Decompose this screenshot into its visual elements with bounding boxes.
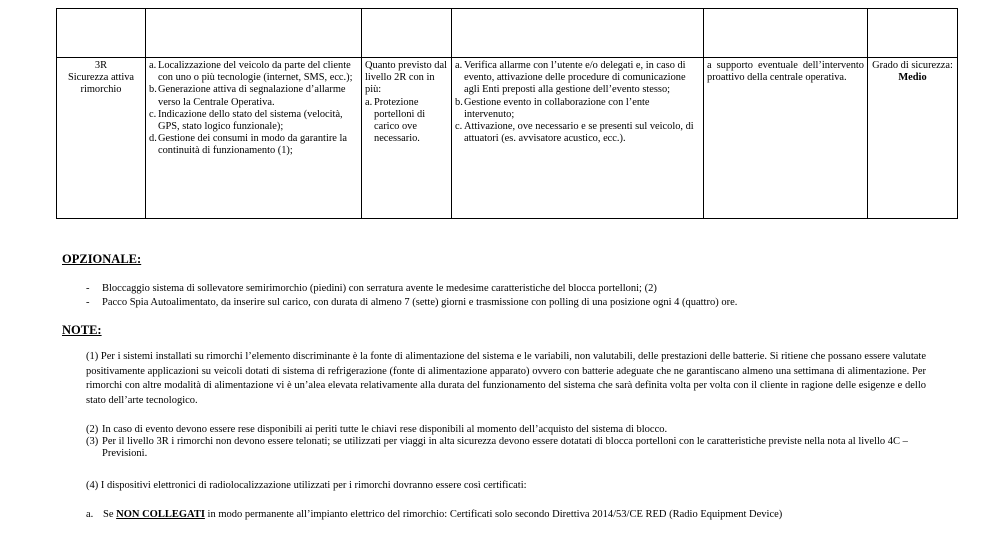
- extra-intro: Quanto previsto dal livello 2R con in più:: [365, 60, 447, 96]
- level-code: 3R: [94, 60, 108, 71]
- procedure-item: b. Gestione evento in collaborazione con l’ente intervenuto;: [455, 96, 650, 120]
- optional-list: [86, 282, 946, 310]
- level-title-line1: Sicurezza attiva: [67, 72, 135, 84]
- optional-item: - Pacco Spia Autoalimentato, da inserire sul carico, con durata di almeno 7 (sette) giorni e trasmissione con polling di una posizione ogni 4 (quattro) ore.: [86, 297, 738, 308]
- not-connected-label: NON COLLEGATI: [116, 509, 205, 520]
- support-text: a supporto eventuale dell’intervento proattivo della centrale operativa.: [707, 60, 864, 84]
- grade-cell: [868, 58, 958, 219]
- feature-item: a. Localizzazione del veicolo da parte del cliente con uno o più tecnologie (internet, SMS, ecc.);: [149, 60, 353, 84]
- level-title-line2: rimorchio: [80, 84, 122, 96]
- extra-item: a. Protezione portelloni di carico ove necessario.: [365, 96, 426, 145]
- feature-item: d. Gestione dei consumi in modo da garantire la continuità di funzionamento (1);: [149, 133, 347, 157]
- support-cell: [704, 58, 868, 219]
- procedures-cell: [452, 58, 704, 219]
- procedure-item: c. Attivazione, ove necessario e se presenti sul veicolo, di attuatori (es. avvisatore acustico, ecc.).: [455, 121, 694, 145]
- procedure-item: a. Verifica allarme con l’utente e/o delegati e, in caso di evento, attivazione delle procedure di comunicazione agli Enti preposti alla gestione dell’evento stesso;: [455, 60, 686, 96]
- level-cell: [57, 58, 146, 219]
- security-level-table: [56, 8, 958, 219]
- note-4: (4) I dispositivi elettronici di radiolocalizzazione utilizzati per i rimorchi dovranno essere così certificati:: [86, 480, 527, 491]
- extra-cell: [362, 58, 452, 219]
- feature-item: b. Generazione attiva di segnalazione d’allarme verso la Centrale Operativa.: [149, 84, 346, 108]
- note-4-item-a: a. Se NON COLLEGATI in modo permanente all’impianto elettrico del rimorchio: Certificati solo secondo Direttiva 2014/53/CE RED (Radio Equipment Device): [86, 509, 783, 520]
- note-2: (2) In caso di evento devono essere rese disponibili ai periti tutte le chiavi rese disponibili al momento dell’acquisto del sistema di blocco.: [86, 424, 668, 435]
- grade-value: Medio: [898, 72, 927, 84]
- feature-item: c. Indicazione dello stato del sistema (velocità, GPS, stato logico funzionale);: [149, 108, 343, 133]
- note-3: (3) Per il livello 3R i rimorchi non devono essere telonati; se utilizzati per viaggi in alta sicurezza devono essere dotatati di blocca portelloni con le caratteristiche previste nella nota al livello 4C – Previsioni.: [86, 436, 908, 460]
- table-row-3r: [57, 58, 958, 219]
- notes-2-3: [86, 424, 926, 461]
- table-row-empty: [57, 9, 958, 58]
- optional-heading: OPZIONALE:: [62, 252, 142, 266]
- optional-item: - Bloccaggio sistema di sollevatore semirimorchio (piedini) con serratura avente le medesime caratteristiche del blocca portelloni; (2): [86, 283, 657, 294]
- grade-label: Grado di sicurezza:: [872, 60, 953, 71]
- features-cell: [146, 58, 362, 219]
- notes-heading: NOTE:: [62, 323, 102, 337]
- note-1: (1) Per i sistemi installati su rimorchi l’elemento discriminante è la fonte di alimentazione del sistema e le variabili, non valutabili, delle prestazioni delle batterie. Si ritiene che possano essere valutate positivamente applicazioni su veicoli dotati di sistema di refrigerazione (fonte di alimentazione apparato) ovvero con batterie adeguate che ne garantiscano almeno una settimana di alimentazione. Per rimorchi con altre modalità di alimentazione vi è un’alea elevata relativamente alla durata del funzionamento del sistema che sarà definita volta per volta con il cliente in ragione delle esigenze e dello stato dell’arte tecnologico.: [86, 351, 926, 406]
